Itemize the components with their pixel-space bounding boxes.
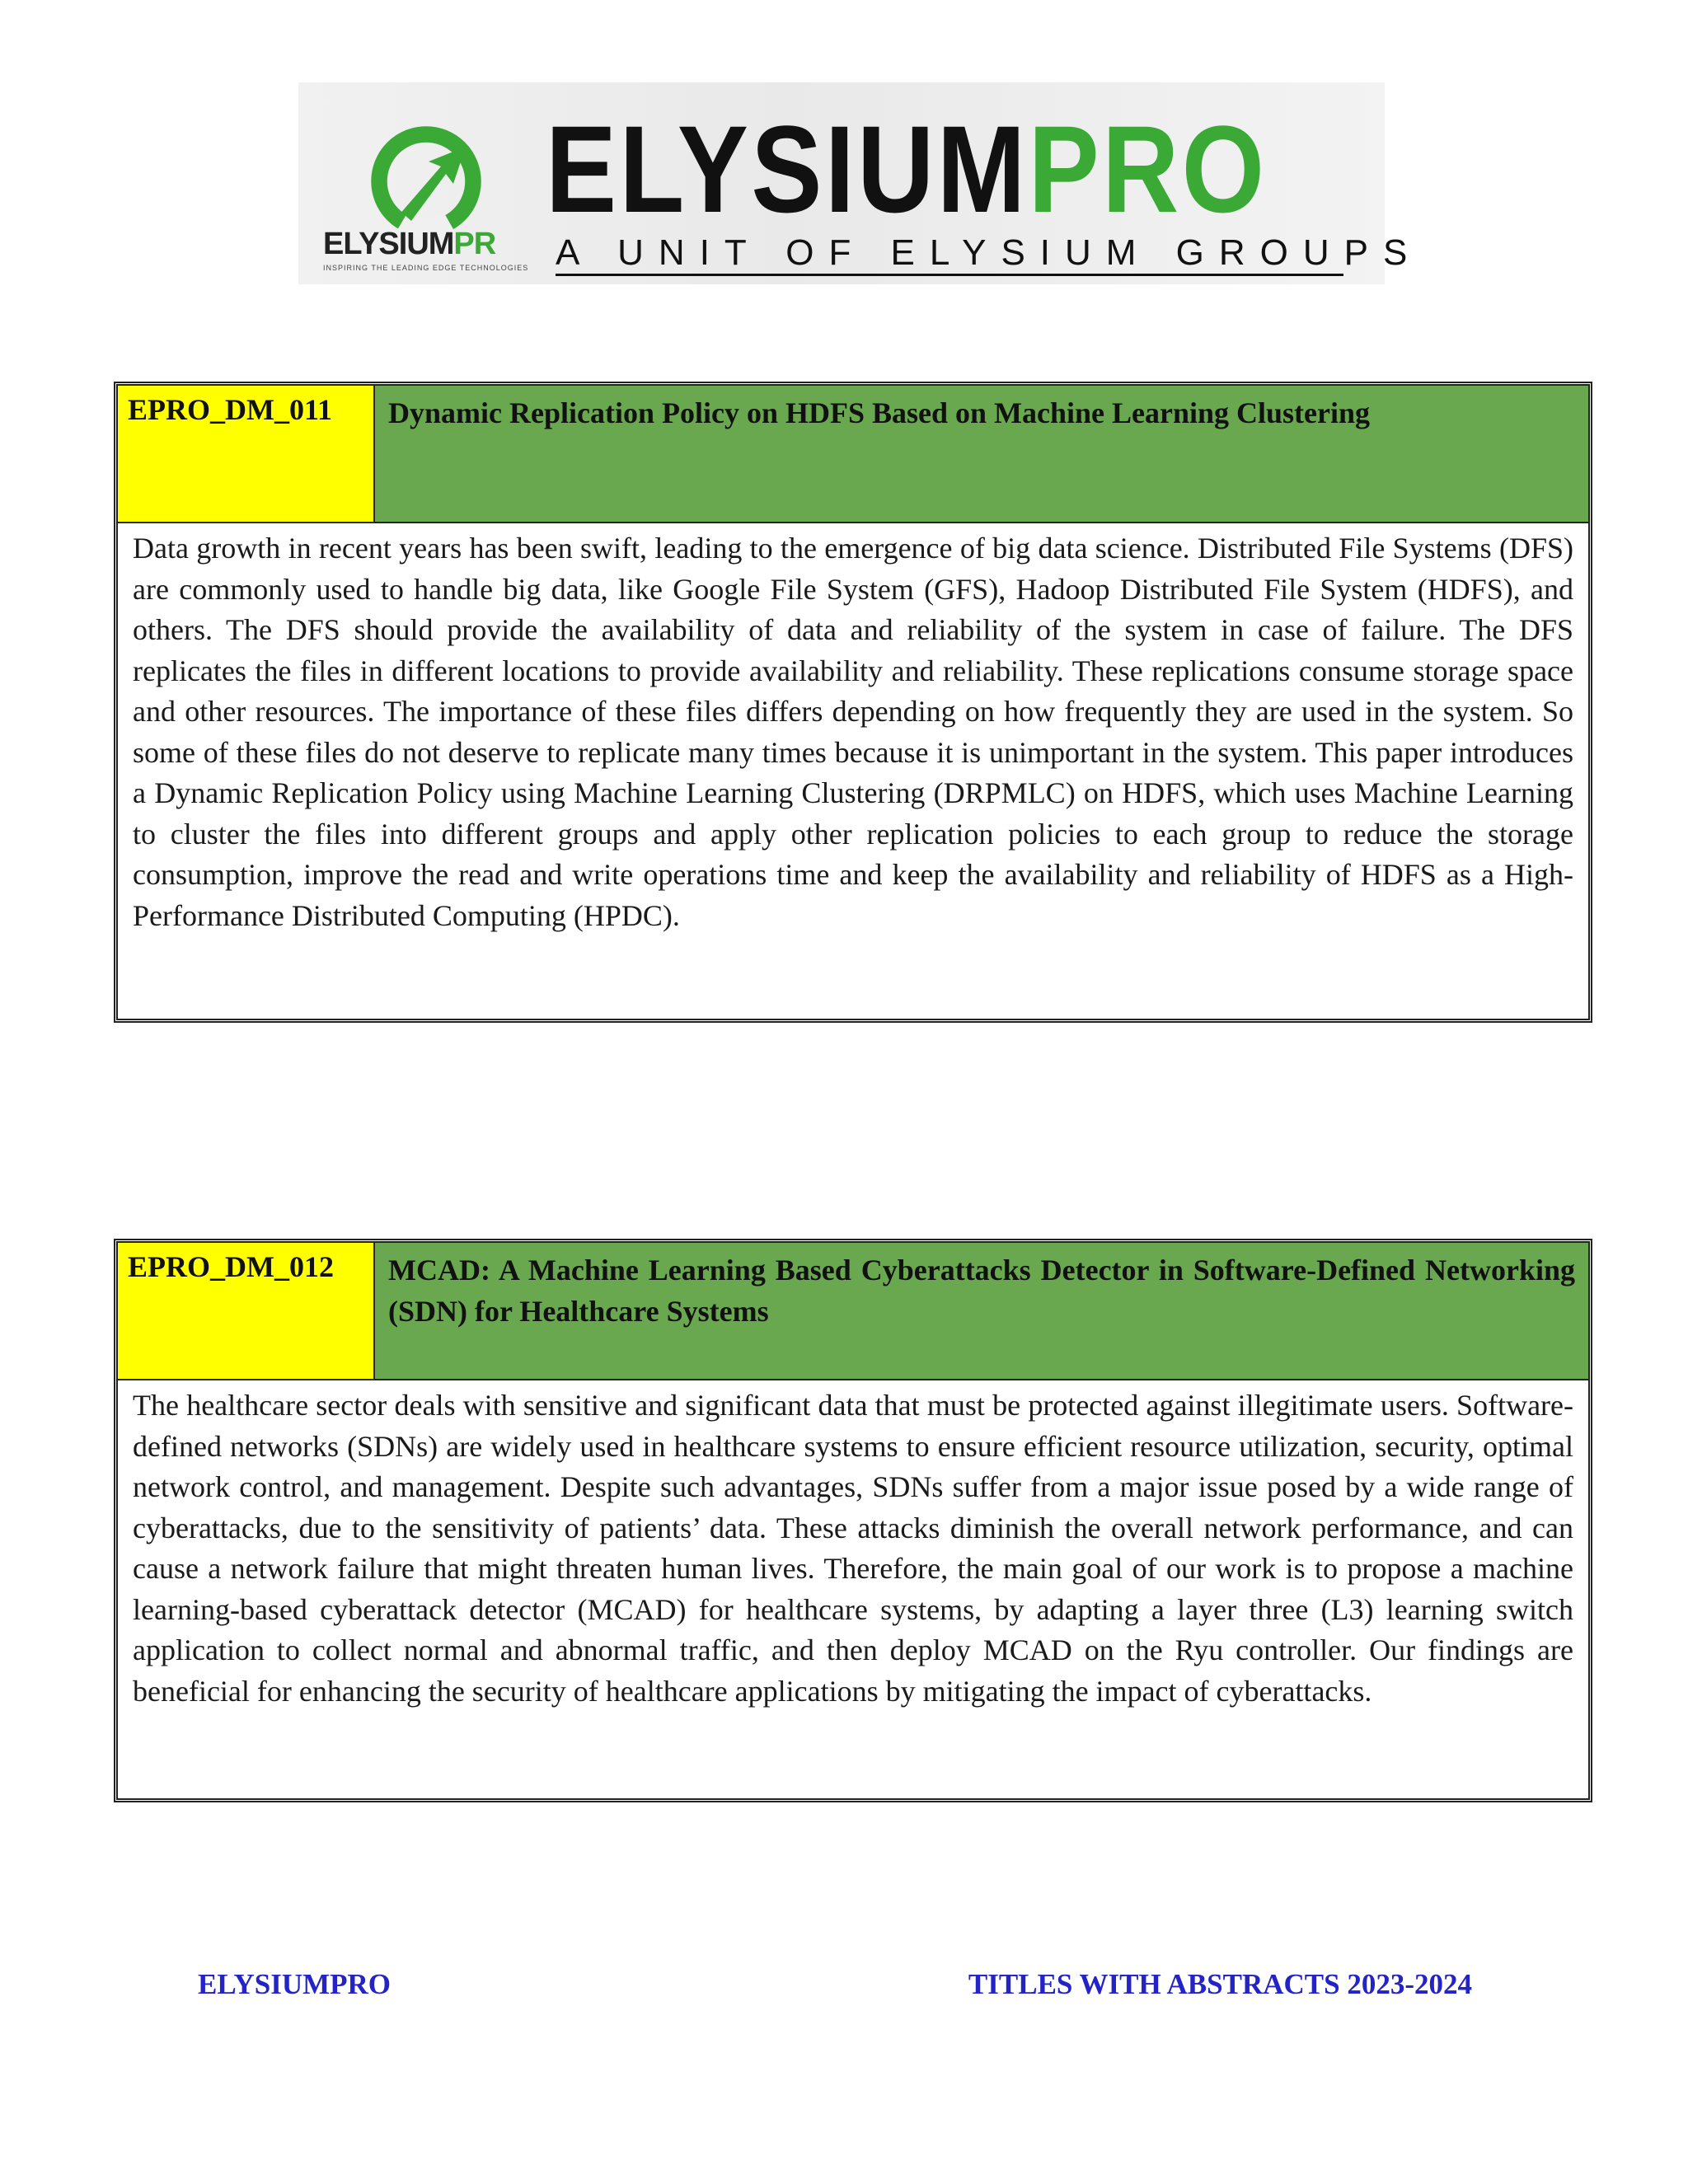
abstract-table	[114, 1239, 1592, 1802]
footer-brand: ELYSIUMPRO	[198, 1968, 392, 2000]
abstract-table-header	[118, 386, 1588, 523]
logo-subtitle: A UNIT OF ELYSIUM GROUPS	[556, 232, 1423, 273]
logo-underline	[556, 274, 1343, 276]
project-abstract: Data growth in recent years has been swift, leading to the emergence of big data science. Distributed File Systems (DFS) are commonly used to handle big data, like Google File System (GFS), Hadoop Distributed File System (HDFS), and others. The DFS should provide the availability of data and reliability of the system in case of failure. The DFS replicates the files in different locations to provide availability and reliability. These replications consume storage space and other resources. The importance of these files differs depending on how frequently they are used in the system. So some of these files do not deserve to replicate many times because it is unimportant in the system. This paper introduces a Dynamic Replication Policy using Machine Learning Clustering (DRPMLC) on HDFS, which uses Machine Learning to cluster the files into different groups and apply other replication policies to each group to reduce the storage consumption, improve the read and write operations time and keep the availability and reliability of HDFS as a High-Performance Distributed Computing (HPDC).	[133, 532, 1573, 932]
project-abstract: The healthcare sector deals with sensitive and significant data that must be protected against illegitimate users. Software-defined networks (SDNs) are widely used in healthcare systems to ensure efficient resource utilization, security, optimal network control, and management. Despite such advantages, SDNs suffer from a major issue posed by a wide range of cyberattacks, due to the sensitivity of patients’ data. These attacks diminish the overall network performance, and can cause a network failure that might threaten human lives. Therefore, the main goal of our work is to propose a machine learning-based cyberattack detector (MCAD) for healthcare systems, by adapting a layer three (L3) learning switch application to collect normal and abnormal traffic, and then deploy MCAD on the Ryu controller. Our findings are beneficial for enhancing the security of healthcare applications by mitigating the impact of cyberattacks.	[133, 1389, 1573, 1708]
logo-tagline: INSPIRING THE LEADING EDGE TECHNOLOGIES	[323, 264, 529, 272]
logo-small-wordmark: ELYSIUMPR	[323, 227, 496, 261]
project-code: EPRO_DM_012	[118, 1243, 375, 1379]
footer-caption: TITLES WITH ABSTRACTS 2023-2024	[968, 1968, 1472, 2000]
abstract-table	[114, 382, 1592, 1023]
elysiumpro-logo	[298, 82, 1423, 284]
logo-wordmark: ELYSIUMPRO	[546, 100, 1268, 238]
project-title: Dynamic Replication Policy on HDFS Based on Machine Learning Clustering	[375, 386, 1588, 522]
abstract-table-header	[118, 1243, 1588, 1380]
logo-arrow-icon	[364, 120, 488, 243]
project-code: EPRO_DM_011	[118, 386, 375, 522]
project-title: MCAD: A Machine Learning Based Cyberattacks Detector in Software-Defined Networking (SDN) for Healthcare Systems	[375, 1243, 1588, 1379]
